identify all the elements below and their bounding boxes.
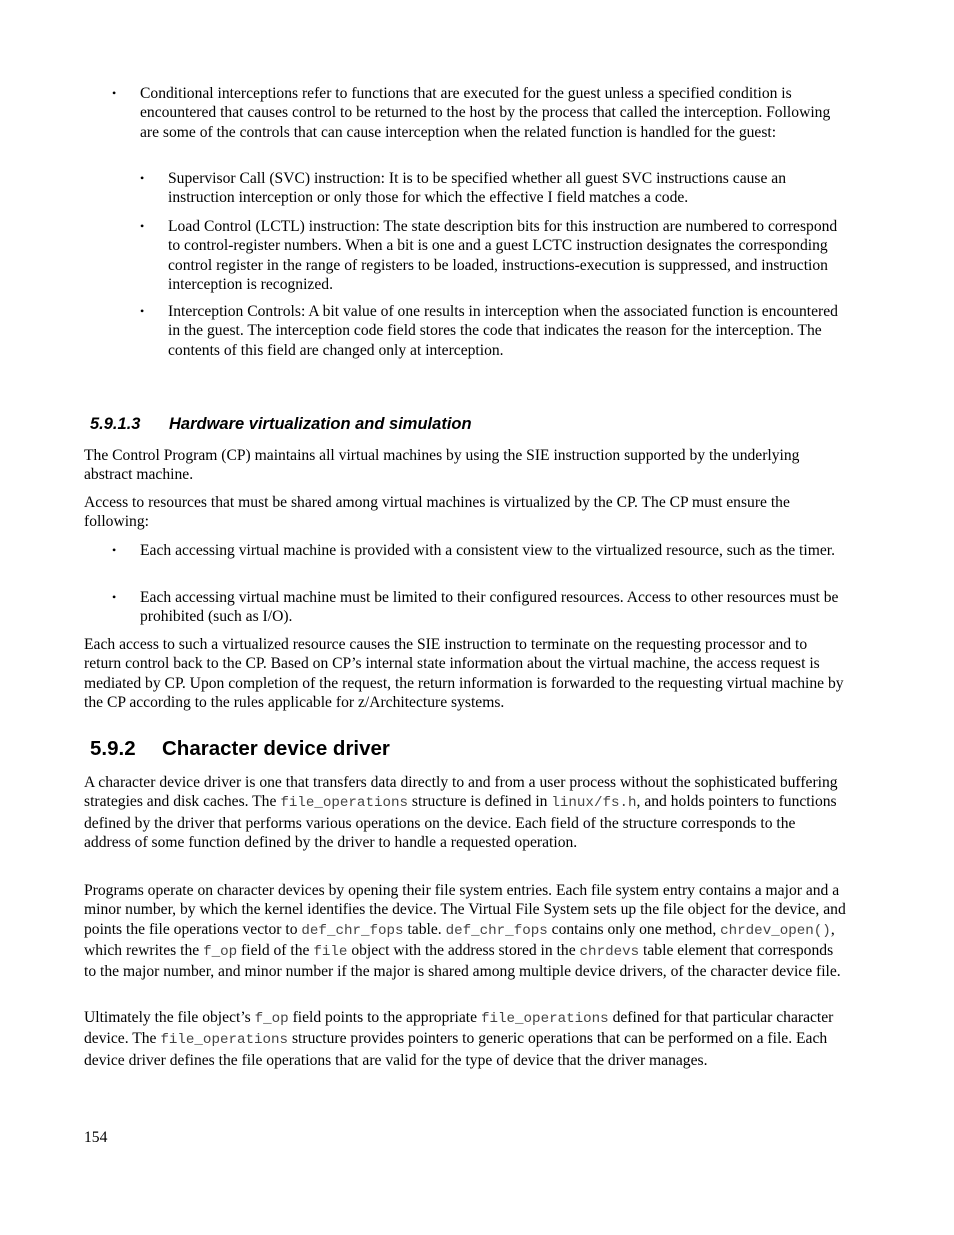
- text-run: defined for that particular character device. The: [84, 1009, 834, 1048]
- code-identifier: f_op: [203, 943, 238, 960]
- text-run: field points to the appropriate: [288, 1009, 481, 1026]
- page-number: 154: [84, 1129, 108, 1146]
- bullet-icon: •: [140, 219, 145, 233]
- bullet-text: Load Control (LCTL) instruction: The state description bits for this instruction are numbered to correspond to control-register numbers. When a bit is one and a guest LCTC instruction designates the corresponding control register in the range of registers to be loaded, instructions-execution is suppressed, and instruction interception is recognized.: [168, 218, 838, 293]
- subsection-title: Hardware virtualization and simulation: [169, 415, 472, 433]
- text-run: Programs operate on character devices by opening their file system entries. Each file system entry contains a major and a minor number, by which the kernel identifies the device. The Virtual File System sets up the file object for the device, and points the file operations vector to: [84, 882, 846, 938]
- bullet-text: Each accessing virtual machine must be limited to their configured resources. Access to other resources must be prohibited (such as I/O).: [140, 589, 839, 626]
- paragraph: Access to resources that must be shared among virtual machines is virtualized by the CP. The CP must ensure the following:: [84, 494, 790, 531]
- text-run: , which rewrites the: [84, 920, 835, 959]
- text-run: table.: [403, 920, 446, 938]
- code-identifier: linux/fs.h: [551, 795, 637, 812]
- code-identifier: def_chr_fops: [445, 922, 548, 939]
- code-identifier: file_operations: [280, 795, 409, 812]
- code-identifier: chrdev_open(): [720, 922, 831, 939]
- text-run: field of the: [237, 941, 314, 959]
- bullet-text: Supervisor Call (SVC) instruction: It is to be specified whether all guest SVC instructions cause an instruction interception or only those for which the effective I field matches a code.: [168, 170, 787, 207]
- text-run: , and holds pointers to functions defined by the driver that performs various operations on the device. Each field of the structure corresponds to the address of some function defined by the driver to handle a requested operation.: [84, 793, 837, 851]
- paragraph: [84, 1008, 846, 1070]
- subsection-heading: [90, 415, 840, 434]
- bullet-icon: •: [140, 304, 145, 318]
- text-run: Ultimately the file object’s: [84, 1009, 255, 1026]
- paragraph: The Control Program (CP) maintains all virtual machines by using the SIE instruction supported by the underlying abstract machine.: [84, 447, 800, 484]
- section-number: 5.9.2: [90, 737, 136, 760]
- code-identifier: f_op: [254, 1011, 289, 1027]
- code-identifier: def_chr_fops: [301, 922, 404, 939]
- text-run: structure provides pointers to generic operations that can be performed on a file. Each device driver defines the file operations that are valid for the type of device that the driver manages.: [84, 1030, 828, 1069]
- paragraph: [84, 773, 846, 852]
- bullet-icon: •: [112, 590, 117, 604]
- text-run: contains only one method,: [547, 920, 721, 938]
- subsection-number: 5.9.1.3: [90, 415, 141, 433]
- section-heading: [90, 739, 840, 758]
- bullet-icon: •: [112, 543, 117, 557]
- text-run: A character device driver is one that transfers data directly to and from a user process without the sophisticated buffering strategies and disk caches. The: [84, 774, 838, 811]
- paragraph: [84, 881, 846, 981]
- bullet-icon: •: [140, 171, 145, 185]
- bullet-text: Conditional interceptions refer to functions that are executed for the guest unless a specified condition is encountered that causes control to be returned to the host by the process that called the interception. Following are some of the controls that can cause interception when the related function is handled for the guest:: [140, 85, 831, 141]
- text-run: table element that corresponds to the major number, and minor number if the major is shared among multiple device drivers, of the character device file.: [84, 941, 841, 981]
- bullet-text: Interception Controls: A bit value of one results in interception when the associated function is encountered in the guest. The interception code field stores the code that indicates the reason for the interception. The contents of this field are changed only at interception.: [168, 303, 838, 359]
- section-title: Character device driver: [162, 737, 390, 760]
- text-run: object with the address stored in the: [347, 941, 580, 959]
- code-identifier: chrdevs: [579, 943, 640, 960]
- code-identifier: file: [313, 943, 348, 960]
- bullet-icon: •: [112, 86, 117, 100]
- paragraph: Each access to such a virtualized resource causes the SIE instruction to terminate on the requesting processor and to return control back to the CP. Based on CP’s internal state information about the virtual machine, the access request is mediated by CP. Upon completion of the request, the return information is forwarded to the requesting virtual machine by the CP according to the rules applicable for z/Architecture systems.: [84, 636, 844, 711]
- text-run: structure is defined in: [408, 793, 552, 811]
- code-identifier: file_operations: [480, 1011, 609, 1027]
- bullet-text: Each accessing virtual machine is provided with a consistent view to the virtualized resource, such as the timer.: [140, 542, 836, 559]
- code-identifier: file_operations: [160, 1032, 289, 1049]
